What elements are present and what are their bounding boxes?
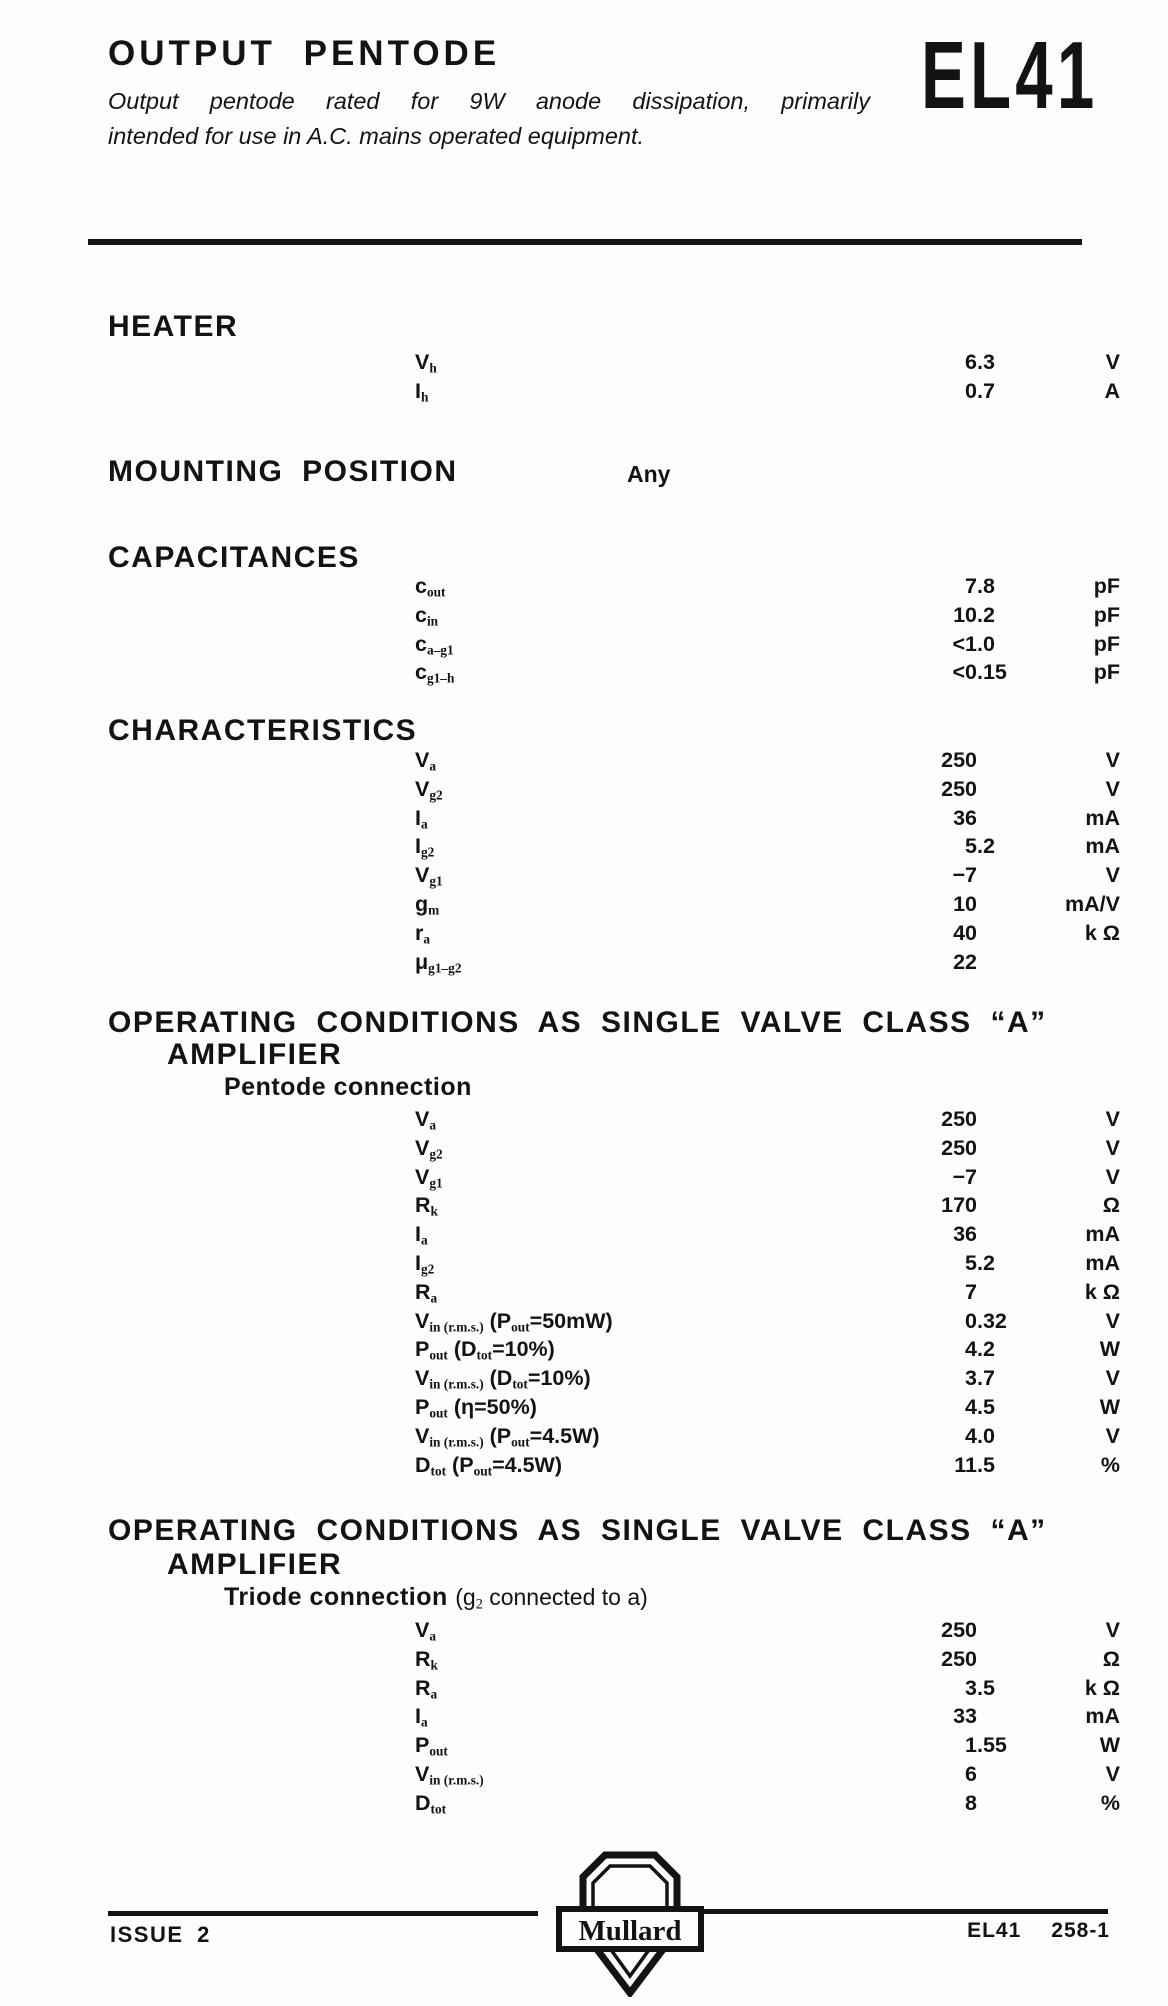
- characteristics-rows: [0, 748, 1168, 978]
- spec-unit: pF: [1093, 631, 1120, 656]
- spec-symbol: $V_{in (r.m.s.)}$: [415, 1761, 484, 1788]
- spec-symbol: $c_{out}$: [415, 574, 446, 600]
- spec-value-fraction: .5: [977, 1675, 995, 1700]
- spec-row: [0, 574, 1168, 603]
- spec-value-fraction: .3: [977, 350, 995, 374]
- mounting-value: Any: [627, 461, 671, 487]
- spec-value: 250: [941, 748, 977, 772]
- spec-unit: V: [1105, 1761, 1120, 1786]
- spec-value: 3: [965, 1366, 977, 1391]
- spec-symbol: $D_{tot}$: [415, 1790, 447, 1817]
- triode-connection-rows: [0, 1618, 1168, 1820]
- spec-unit: %: [1100, 1452, 1120, 1477]
- spec-symbol: $I_{g2}$: [415, 1250, 435, 1277]
- spec-value: 40: [953, 920, 977, 945]
- section-heading-heater: HEATER: [108, 310, 239, 343]
- spec-unit: V: [1105, 863, 1120, 888]
- spec-row: [0, 379, 1168, 408]
- subheading-pentode-connection: Pentode connection: [224, 1073, 472, 1101]
- spec-value-fraction: .55: [977, 1733, 1007, 1758]
- spec-row: [0, 660, 1168, 689]
- spec-value-fraction: .8: [977, 574, 995, 598]
- sheet-ref: [967, 1919, 1110, 1943]
- spec-value: −7: [952, 1164, 977, 1189]
- spec-unit: mA: [1085, 805, 1120, 830]
- spec-value: 4: [965, 1337, 977, 1362]
- spec-value: 0: [965, 1308, 977, 1333]
- spec-symbol: $c_{in}$: [415, 602, 439, 629]
- spec-value: 6: [965, 350, 977, 374]
- spec-row: [0, 1280, 1168, 1309]
- pentode-connection-rows: [0, 1107, 1168, 1481]
- spec-symbol: $P_{out}$ (η=50%): [415, 1394, 537, 1421]
- spec-unit: k Ω: [1084, 1279, 1120, 1304]
- triode-connection-label: Triode connection: [224, 1583, 448, 1611]
- sheet-ref-code: EL41: [967, 1919, 1022, 1942]
- issue-label: ISSUE 2: [110, 1922, 211, 1947]
- heater-rows: [0, 350, 1168, 408]
- spec-symbol: $V_{g1}$: [415, 1164, 443, 1190]
- section-heading-class-a-pentode: OPERATING CONDITIONS AS SINGLE VALVE CLASS “A”: [108, 1006, 1047, 1039]
- spec-symbol: $c_{a-g1}$: [415, 631, 454, 657]
- spec-symbol: $r_a$: [415, 920, 431, 947]
- spec-value: 10: [953, 891, 977, 916]
- spec-symbol: $D_{tot}$ $(P_{out}=4.5W)$: [415, 1452, 562, 1478]
- spec-row: [0, 806, 1168, 835]
- spec-value: 6: [965, 1761, 977, 1786]
- spec-unit: V: [1105, 1618, 1120, 1642]
- spec-symbol: $V_{in (r.m.s.)}$ $(P_{out}=4.5W)$: [415, 1423, 600, 1450]
- spec-row: [0, 632, 1168, 661]
- spec-symbol: $V_a$: [415, 1107, 437, 1133]
- spec-unit: mA/V: [1065, 891, 1120, 916]
- spec-value: 22: [953, 949, 977, 974]
- spec-unit: V: [1105, 1366, 1120, 1391]
- spec-unit: V: [1105, 1164, 1120, 1189]
- spec-row: [0, 834, 1168, 863]
- spec-unit: Ω: [1102, 1646, 1120, 1671]
- spec-symbol: $V_{g2}$: [415, 1135, 443, 1162]
- spec-row: [0, 1193, 1168, 1222]
- description-line-2: intended for use in A.C. mains operated equipment.: [108, 123, 645, 149]
- spec-unit: mA: [1085, 1222, 1120, 1247]
- spec-row: [0, 1647, 1168, 1676]
- spec-symbol: $V_{in (r.m.s.)}$ $(D_{tot}=10\%)$: [415, 1366, 591, 1392]
- spec-row: [0, 1762, 1168, 1791]
- spec-value: 250: [941, 776, 977, 801]
- spec-symbol: $R_a$: [415, 1675, 438, 1701]
- spec-unit: mA: [1085, 1250, 1120, 1275]
- spec-symbol: $R_k$: [415, 1646, 438, 1673]
- spec-row: [0, 921, 1168, 950]
- spec-value-fraction: .2: [977, 1250, 995, 1275]
- spec-symbol: $R_k$: [415, 1193, 438, 1219]
- spec-unit: V: [1105, 1107, 1120, 1131]
- spec-value: 11: [954, 1452, 977, 1477]
- section-heading-class-a-triode: OPERATING CONDITIONS AS SINGLE VALVE CLASS “A”: [108, 1514, 1047, 1547]
- spec-symbol: $I_a$: [415, 1704, 428, 1730]
- spec-row: [0, 1395, 1168, 1424]
- spec-row: [0, 1453, 1168, 1482]
- description-line-1: Output pentode rated for 9W anode dissipation, primarily: [108, 88, 870, 114]
- spec-row: [0, 1366, 1168, 1395]
- spec-value: 5: [965, 1250, 977, 1275]
- spec-unit: pF: [1093, 660, 1120, 685]
- spec-value-fraction: .7: [977, 378, 995, 403]
- tube-code: EL41: [920, 22, 1098, 129]
- spec-row: [0, 1107, 1168, 1136]
- spec-value-fraction: .32: [977, 1308, 1007, 1333]
- page-title: OUTPUT PENTODE: [108, 34, 501, 73]
- page-description: [108, 84, 870, 154]
- spec-row: [0, 892, 1168, 921]
- spec-value: 0: [965, 378, 977, 403]
- spec-value: 10: [953, 602, 977, 627]
- spec-symbol: $g_m$: [415, 891, 440, 918]
- spec-symbol: $I_h$: [415, 378, 429, 405]
- spec-symbol: $V_{g2}$: [415, 776, 443, 803]
- spec-value: <1: [952, 631, 977, 656]
- spec-row: [0, 1136, 1168, 1165]
- spec-value: 8: [965, 1790, 977, 1815]
- spec-value: 36: [953, 1222, 977, 1247]
- spec-unit: Ω: [1102, 1193, 1120, 1218]
- spec-value: 250: [941, 1135, 977, 1160]
- top-divider: [88, 239, 1082, 245]
- spec-unit: %: [1100, 1790, 1120, 1815]
- section-heading-mounting: MOUNTING POSITION: [108, 455, 458, 488]
- spec-symbol: $P_{out}$ $(D_{tot}=10\%)$: [415, 1337, 555, 1363]
- spec-symbol: $\mu_{g1-g2}$: [415, 949, 462, 975]
- spec-symbol: $V_h$: [415, 350, 437, 376]
- spec-symbol: $P_{out}$: [415, 1733, 448, 1759]
- spec-symbol: $c_{g1-h}$: [415, 660, 455, 686]
- spec-row: [0, 1337, 1168, 1366]
- triode-connection-note: ($g_2$ connected to a): [455, 1584, 648, 1613]
- spec-unit: k Ω: [1084, 1675, 1120, 1700]
- spec-symbol: $V_{g1}$: [415, 863, 443, 889]
- spec-value: 7: [965, 1279, 977, 1304]
- spec-value-fraction: .0: [977, 631, 995, 656]
- spec-unit: k Ω: [1084, 920, 1120, 945]
- spec-value-fraction: .5: [977, 1452, 995, 1477]
- spec-unit: pF: [1093, 602, 1120, 627]
- spec-unit: W: [1099, 1733, 1120, 1758]
- spec-value-fraction: .15: [977, 660, 1007, 685]
- spec-unit: V: [1105, 1308, 1120, 1333]
- spec-row: [0, 748, 1168, 777]
- spec-unit: V: [1105, 350, 1120, 374]
- spec-value: 7: [965, 574, 977, 598]
- spec-unit: V: [1105, 1423, 1120, 1448]
- spec-symbol: $I_{g2}$: [415, 834, 435, 860]
- spec-unit: V: [1105, 1135, 1120, 1160]
- spec-row: [0, 1424, 1168, 1453]
- spec-symbol: $R_a$: [415, 1279, 438, 1306]
- spec-unit: pF: [1093, 574, 1120, 598]
- spec-value-fraction: .7: [977, 1366, 995, 1391]
- footer-rule-right: [702, 1909, 1108, 1914]
- spec-row: [0, 1309, 1168, 1338]
- spec-row: [0, 1676, 1168, 1705]
- spec-value: 1: [965, 1733, 977, 1758]
- spec-row: [0, 1165, 1168, 1194]
- spec-value-fraction: .0: [977, 1423, 995, 1448]
- section-heading-class-a-pentode-line2: AMPLIFIER: [167, 1038, 343, 1071]
- spec-unit: mA: [1085, 834, 1120, 859]
- spec-row: [0, 1618, 1168, 1647]
- section-heading-characteristics: CHARACTERISTICS: [108, 714, 418, 747]
- spec-row: [0, 603, 1168, 632]
- spec-symbol: $I_a$: [415, 1222, 428, 1248]
- spec-value: 250: [941, 1646, 977, 1671]
- spec-symbol: $V_{in (r.m.s.)}$ $(P_{out}=50mW)$: [415, 1308, 613, 1334]
- section-heading-class-a-triode-line2: AMPLIFIER: [167, 1548, 343, 1581]
- spec-row: [0, 1733, 1168, 1762]
- spec-value: 33: [953, 1704, 977, 1729]
- spec-value: 36: [953, 805, 977, 830]
- spec-value-fraction: .5: [977, 1394, 995, 1419]
- mullard-logo: [555, 1845, 705, 1997]
- spec-unit: V: [1105, 748, 1120, 772]
- spec-unit: W: [1099, 1337, 1120, 1362]
- spec-value: −7: [952, 863, 977, 888]
- footer-rule-left: [108, 1911, 538, 1916]
- spec-symbol: $V_a$: [415, 1618, 437, 1644]
- spec-value: 5: [965, 834, 977, 859]
- spec-row: [0, 1704, 1168, 1733]
- spec-value: <0: [952, 660, 977, 685]
- spec-row: [0, 1791, 1168, 1820]
- spec-value: 170: [941, 1193, 977, 1218]
- capacitances-rows: [0, 574, 1168, 689]
- sheet-ref-number: 258-1: [1051, 1919, 1110, 1942]
- spec-row: [0, 950, 1168, 979]
- section-heading-capacitances: CAPACITANCES: [108, 541, 360, 574]
- spec-unit: W: [1099, 1394, 1120, 1419]
- spec-row: [0, 1251, 1168, 1280]
- spec-value-fraction: .2: [977, 1337, 995, 1362]
- spec-value: 250: [941, 1618, 977, 1642]
- spec-row: [0, 863, 1168, 892]
- spec-symbol: $I_a$: [415, 805, 428, 831]
- mullard-shield-icon: [555, 1845, 705, 1997]
- spec-symbol: $V_a$: [415, 748, 437, 774]
- spec-row: [0, 777, 1168, 806]
- spec-unit: A: [1104, 378, 1120, 403]
- spec-value: 250: [941, 1107, 977, 1131]
- spec-unit: mA: [1085, 1704, 1120, 1729]
- spec-value: 4: [965, 1423, 977, 1448]
- spec-row: [0, 350, 1168, 379]
- subheading-triode-connection: [224, 1583, 648, 1612]
- mullard-logo-text: Mullard: [578, 1915, 682, 1947]
- spec-row: [0, 1222, 1168, 1251]
- spec-value-fraction: .2: [977, 602, 995, 627]
- spec-value-fraction: .2: [977, 834, 995, 859]
- spec-unit: V: [1105, 776, 1120, 801]
- spec-value: 4: [965, 1394, 977, 1419]
- spec-value: 3: [965, 1675, 977, 1700]
